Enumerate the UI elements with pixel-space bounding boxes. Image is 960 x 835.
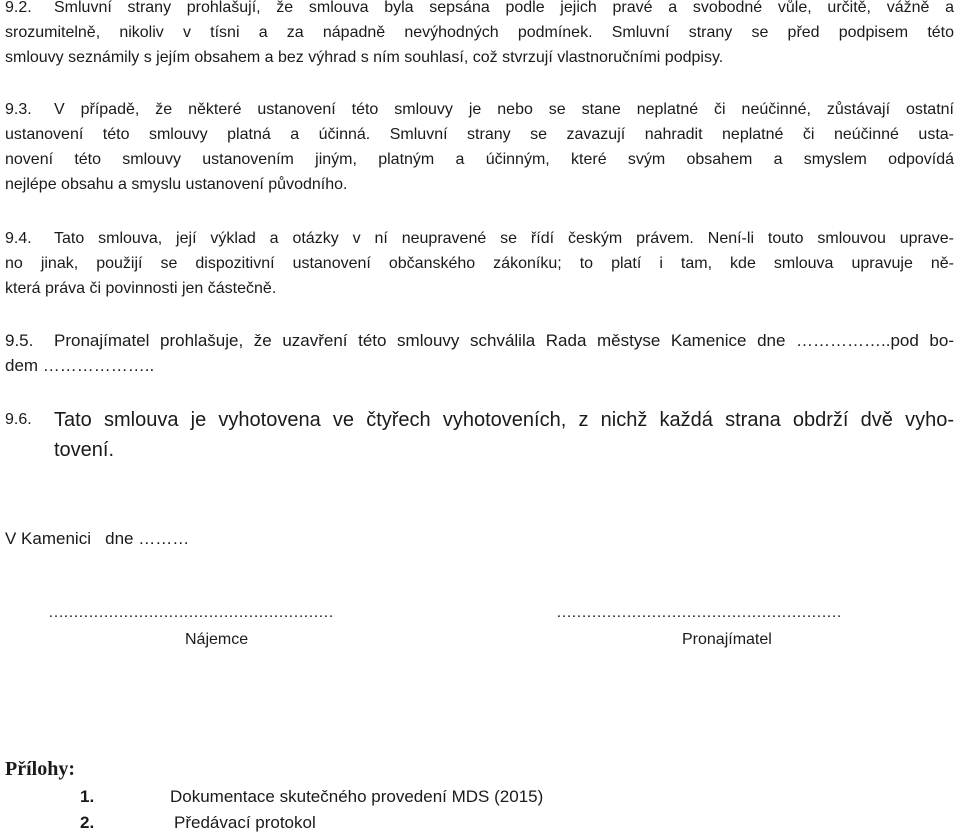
clause-line: Tato smlouva, její výklad a otázky v ní neupravené se řídí českým právem. Není-li touto smlouvou uprave-	[54, 230, 954, 247]
attachment-number: 1.	[80, 787, 95, 806]
attachment-text: Předávací protokol	[174, 813, 316, 832]
clause-text	[54, 405, 954, 465]
attachment-item	[80, 787, 543, 807]
clause-line: no jinak, použijí se dispozitivní ustanovení občanského zákoníku; to platí i tam, kde smlouva upravuje ně-	[5, 255, 954, 272]
clause-9-2	[5, 0, 955, 70]
attachment-text: Dokumentace skutečného provedení MDS (2015)	[170, 787, 544, 806]
clause-line: Tato smlouva je vyhotovena ve čtyřech vyhotoveních, z nichž každá strana obdrží dvě vyho-	[54, 409, 954, 431]
attachment-number: 2.	[80, 813, 95, 832]
clause-number: 9.2.	[5, 0, 32, 16]
signature-line-landlord: …………………………………………………	[556, 604, 841, 621]
clause-line: Pronajímatel prohlašuje, že uzavření této smlouvy schválila Rada městyse Kamenice dne ……………..pod bo-	[54, 331, 954, 350]
clause-line: V případě, že některé ustanovení této smlouvy je nebo se stane neplatné či neúčinné, zůstávají ostatní	[54, 101, 954, 118]
clause-9-5	[5, 328, 955, 378]
signature-line-tenant: …………………………………………………	[48, 604, 333, 621]
clause-line: smlouvy seznámily s jejím obsahem a bez výhrad s ním souhlasí, což stvrzují vlastnoručními podpisy.	[5, 49, 724, 66]
clause-line: která práva či povinnosti jen částečně.	[5, 280, 277, 297]
clause-line: Smluvní strany prohlašují, že smlouva byla sepsána podle jejich pravé a svobodné vůle, určitě, vážně a	[54, 0, 954, 16]
clause-line: nejlépe obsahu a smyslu ustanovení původního.	[5, 176, 348, 193]
signature-label-tenant: Nájemce	[185, 631, 249, 648]
clause-line: novení této smlouvy ustanovením jiným, platným a účinným, které svým obsahem a smyslem odpovídá	[5, 151, 954, 168]
clause-line: ustanovení této smlouvy platná a účinná. Smluvní strany se zavazují nahradit neplatné či neúčinné usta-	[5, 126, 954, 143]
attachments-title: Přílohy:	[5, 758, 75, 780]
attachment-item	[80, 813, 316, 833]
clause-number: 9.4.	[5, 230, 32, 247]
clause-9-3	[5, 97, 955, 197]
clause-line: dem ………………..	[5, 356, 155, 375]
place-date: V Kamenici dne ………	[5, 529, 190, 548]
clause-line: srozumitelně, nikoliv v tísni a za nápadně nevýhodných podmínek. Smluvní strany se před podpisem této	[5, 24, 954, 41]
signature-label-landlord: Pronajímatel	[682, 631, 772, 648]
clause-line: tovení.	[54, 439, 115, 461]
clause-number: 9.5.	[5, 331, 34, 350]
clause-number: 9.6.	[5, 411, 32, 428]
clause-number: 9.3.	[5, 101, 32, 118]
clause-9-6	[5, 405, 955, 465]
clause-9-4	[5, 226, 955, 301]
